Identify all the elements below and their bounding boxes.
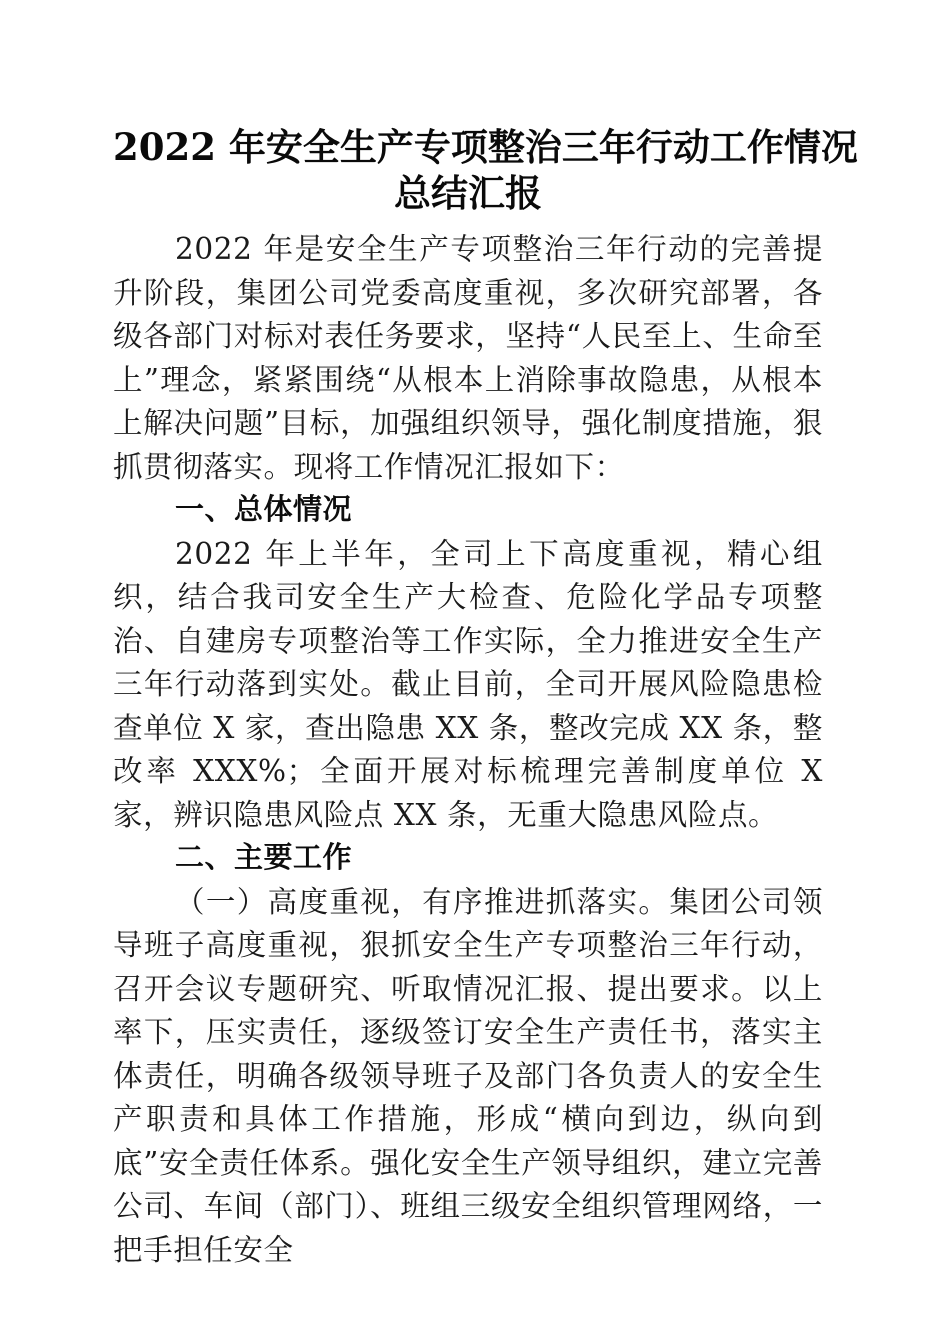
section-heading-main-work: 二、主要工作 — [175, 842, 353, 874]
page-title — [113, 124, 858, 216]
paragraph-intro: 2022 年是安全生产专项整治三年行动的完善提升阶段，集团公司党委高度重视，多次研究部署，各级各部门对标对表任务要求，坚持“人民至上、生命至上”理念，紧紧围绕“从根本上消除事故隐患，从根本上解决问题”目标，加强组织领导，强化制度措施，狠抓贯彻落实。现将工作情况汇报如下： — [113, 232, 823, 484]
paragraph-overall-situation: 2022 年上半年，全司上下高度重视，精心组织，结合我司安全生产大检查、危险化学品专项整治、自建房专项整治等工作实际，全力推进安全生产三年行动落到实处。截止目前，全司开展风险隐患检查单位 X 家，查出隐患 XX 条，整改完成 XX 条，整改率 XXX%；全面开展对标梳理完善制度单位 X 家，辨识隐患风险点 XX 条，无重大隐患风险点。 — [113, 536, 823, 832]
page-title-line-2: 总结汇报 — [394, 171, 542, 215]
page-title-line-1: 2022 年安全生产专项整治三年行动工作情况 — [113, 125, 858, 169]
paragraph-work-item-1: （一）高度重视，有序推进抓落实。集团公司领导班子高度重视，狠抓安全生产专项整治三年行动，召开会议专题研究、听取情况汇报、提出要求。以上率下，压实责任，逐级签订安全生产责任书，落实主体责任，明确各级领导班子及部门各负责人的安全生产职责和具体工作措施，形成“横向到边，纵向到底”安全责任体系。强化安全生产领导组织，建立完善公司、车间（部门）、班组三级安全组织管理网络，一把手担任安全 — [113, 884, 823, 1267]
document-content — [113, 124, 858, 1272]
section-heading-overall-situation: 一、总体情况 — [175, 494, 353, 526]
